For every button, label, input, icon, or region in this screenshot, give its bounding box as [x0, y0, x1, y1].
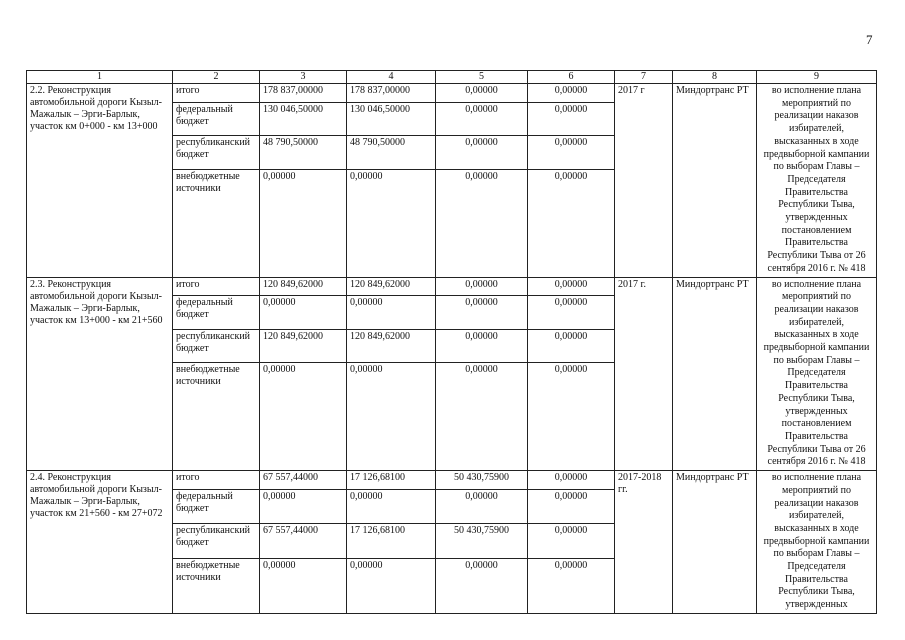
funding-source: республиканский бюджет — [173, 524, 260, 558]
cell-total: 48 790,50000 — [260, 136, 347, 169]
funding-source: федеральный бюджет — [173, 490, 260, 524]
responsible-org: Миндортранс РТ — [673, 471, 757, 614]
funding-source: внебюджетные источники — [173, 363, 260, 471]
cell-2018: 0,00000 — [436, 490, 528, 524]
cell-2018: 0,00000 — [436, 558, 528, 613]
funding-source: республиканский бюджет — [173, 136, 260, 169]
cell-2018: 0,00000 — [436, 84, 528, 103]
cell-2018: 0,00000 — [436, 277, 528, 296]
cell-2019: 0,00000 — [528, 296, 615, 329]
funding-source: федеральный бюджет — [173, 102, 260, 135]
term: 2017 г. — [615, 277, 673, 471]
cell-2019: 0,00000 — [528, 136, 615, 169]
col-header-5: 5 — [436, 71, 528, 84]
cell-2018: 0,00000 — [436, 363, 528, 471]
cell-2019: 0,00000 — [528, 471, 615, 490]
group-2-3 — [27, 277, 877, 471]
measure-name: 2.3. Реконструкция автомобильной дороги Кызыл-Мажалык – Эрги-Барлык, участок км 13+000 - км 21+560 — [27, 277, 173, 471]
basis-text: во исполнение плана мероприятий по реализации наказов избирателей, высказанных в ходе предвыборной кампании по выборам Главы – Председателя Правительства Республики Тыва, утвержденных — [757, 471, 877, 614]
cell-2019: 0,00000 — [528, 102, 615, 135]
funding-source: республиканский бюджет — [173, 329, 260, 362]
cell-2018: 0,00000 — [436, 136, 528, 169]
cell-2017: 178 837,00000 — [347, 84, 436, 103]
funding-source: внебюджетные источники — [173, 558, 260, 613]
cell-2017: 48 790,50000 — [347, 136, 436, 169]
term: 2017-2018 гг. — [615, 471, 673, 614]
funding-source: итого — [173, 471, 260, 490]
cell-2019: 0,00000 — [528, 84, 615, 103]
cell-2017: 0,00000 — [347, 558, 436, 613]
cell-2019: 0,00000 — [528, 329, 615, 362]
cell-2018: 50 430,75900 — [436, 524, 528, 558]
measure-name: 2.2. Реконструкция автомобильной дороги Кызыл-Мажалык – Эрги-Барлык, участок км 0+000 - км 13+000 — [27, 84, 173, 278]
basis-text: во исполнение плана мероприятий по реализации наказов избирателей, высказанных в ходе предвыборной кампании по выборам Главы – Председателя Правительства Республики Тыва, утвержденных постановлением Правительства Республики Тыва от 26 сентября 2016 г. № 418 — [757, 84, 877, 278]
cell-total: 0,00000 — [260, 363, 347, 471]
responsible-org: Миндортранс РТ — [673, 84, 757, 278]
cell-total: 67 557,44000 — [260, 471, 347, 490]
cell-total: 0,00000 — [260, 169, 347, 277]
cell-2019: 0,00000 — [528, 169, 615, 277]
col-header-8: 8 — [673, 71, 757, 84]
cell-2017: 0,00000 — [347, 490, 436, 524]
column-number-row — [27, 71, 877, 84]
table-row — [27, 471, 877, 490]
cell-2018: 0,00000 — [436, 102, 528, 135]
cell-total: 130 046,50000 — [260, 102, 347, 135]
col-header-3: 3 — [260, 71, 347, 84]
funding-source: итого — [173, 84, 260, 103]
measure-name: 2.4. Реконструкция автомобильной дороги Кызыл-Мажалык – Эрги-Барлык, участок км 21+560 - км 27+072 — [27, 471, 173, 614]
col-header-6: 6 — [528, 71, 615, 84]
cell-2017: 17 126,68100 — [347, 471, 436, 490]
cell-2018: 0,00000 — [436, 169, 528, 277]
cell-2019: 0,00000 — [528, 524, 615, 558]
col-header-4: 4 — [347, 71, 436, 84]
group-2-2 — [27, 84, 877, 278]
cell-total: 178 837,00000 — [260, 84, 347, 103]
program-table — [26, 70, 877, 614]
cell-total: 0,00000 — [260, 558, 347, 613]
col-header-7: 7 — [615, 71, 673, 84]
col-header-1: 1 — [27, 71, 173, 84]
col-header-2: 2 — [173, 71, 260, 84]
page-number: 7 — [866, 32, 873, 47]
cell-2019: 0,00000 — [528, 277, 615, 296]
term: 2017 г — [615, 84, 673, 278]
cell-2017: 120 849,62000 — [347, 329, 436, 362]
cell-2017: 0,00000 — [347, 169, 436, 277]
cell-total: 120 849,62000 — [260, 329, 347, 362]
col-header-9: 9 — [757, 71, 877, 84]
table-row — [27, 84, 877, 103]
cell-2018: 0,00000 — [436, 329, 528, 362]
cell-2019: 0,00000 — [528, 363, 615, 471]
cell-2017: 17 126,68100 — [347, 524, 436, 558]
basis-text: во исполнение плана мероприятий по реализации наказов избирателей, высказанных в ходе предвыборной кампании по выборам Главы – Председателя Правительства Республики Тыва, утвержденных постановлением Правительства Республики Тыва от 26 сентября 2016 г. № 418 — [757, 277, 877, 471]
group-2-4 — [27, 471, 877, 614]
cell-2017: 0,00000 — [347, 296, 436, 329]
cell-2017: 0,00000 — [347, 363, 436, 471]
funding-source: итого — [173, 277, 260, 296]
cell-2017: 130 046,50000 — [347, 102, 436, 135]
responsible-org: Миндортранс РТ — [673, 277, 757, 471]
cell-2019: 0,00000 — [528, 490, 615, 524]
cell-2017: 120 849,62000 — [347, 277, 436, 296]
cell-total: 120 849,62000 — [260, 277, 347, 296]
cell-total: 0,00000 — [260, 296, 347, 329]
funding-source: федеральный бюджет — [173, 296, 260, 329]
cell-2019: 0,00000 — [528, 558, 615, 613]
funding-source: внебюджетные источники — [173, 169, 260, 277]
cell-2018: 50 430,75900 — [436, 471, 528, 490]
cell-total: 67 557,44000 — [260, 524, 347, 558]
cell-2018: 0,00000 — [436, 296, 528, 329]
cell-total: 0,00000 — [260, 490, 347, 524]
table-row — [27, 277, 877, 296]
